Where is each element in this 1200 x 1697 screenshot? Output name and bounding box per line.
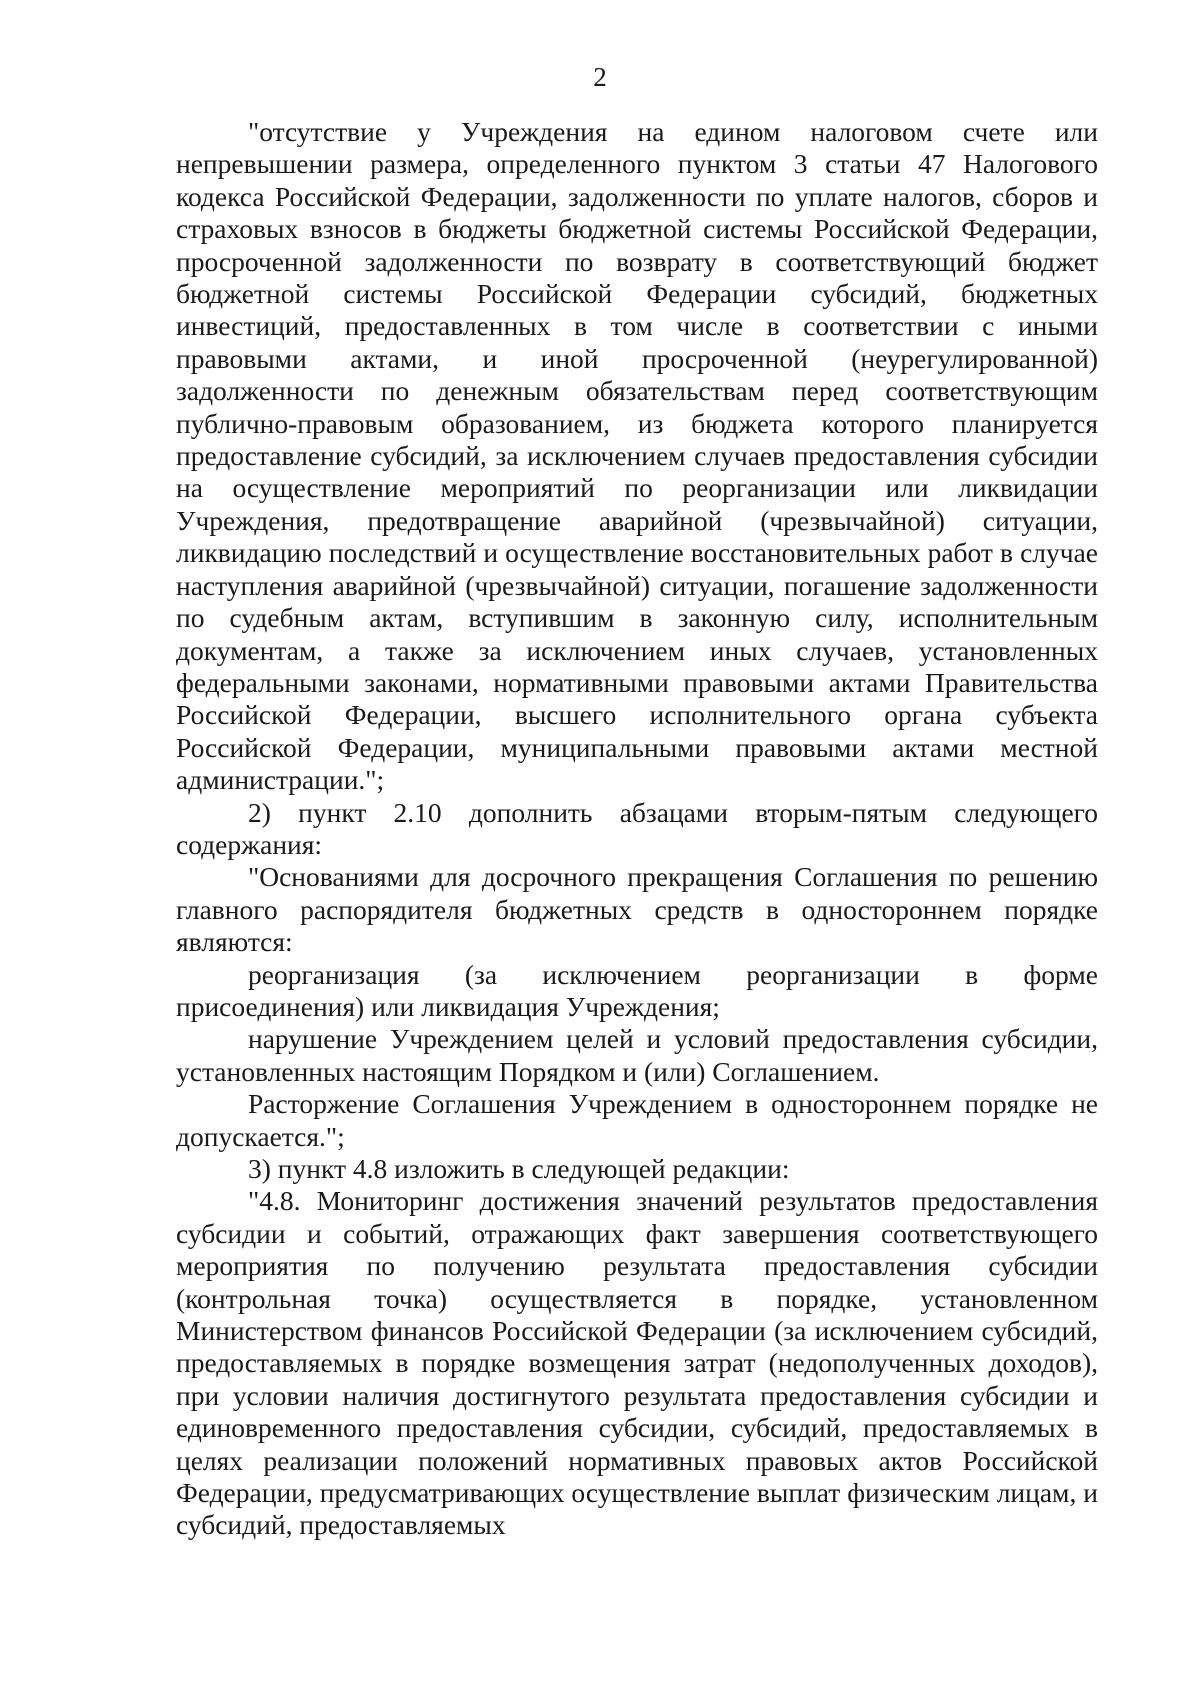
paragraph-reorganization: реорганизация (за исключением реорганизации в форме присоединения) или ликвидация Учреждения; <box>176 958 1098 1022</box>
paragraph-item-3: 3) пункт 4.8 изложить в следующей редакции: <box>248 1153 790 1184</box>
paragraph-monitoring: "4.8. Мониторинг достижения значений результатов предоставления субсидии и событий, отражающих факт завершения соответствующего мероприятия по получению результата предоставления субсидии (контрольная точка) осуществляется в порядке, установленном Министерством финансов Российской Федерации (за исключением субсидий, предоставляемых в порядке возмещения затрат (недополученных доходов), при условии наличия достигнутого результата предоставления субсидии и единовременного предоставления субсидии, субсидий, предоставляемых в целях реализации положений нормативных правовых актов Российской Федерации, предусматривающих осуществление выплат физическим лицам, и субсидий, предоставляемых <box>176 1185 1098 1541</box>
paragraph-violation: нарушение Учреждением целей и условий предоставления субсидии, установленных настоящим Порядком и (или) Соглашением. <box>176 1023 1098 1087</box>
paragraph-item-2: 2) пункт 2.10 дополнить абзацами вторым-пятым следующего содержания: <box>176 796 1098 860</box>
page-number: 2 <box>593 62 607 92</box>
paragraph-termination-grounds: "Основаниями для досрочного прекращения Соглашения по решению главного распорядителя бюджетных средств в одностороннем порядке являются: <box>176 861 1098 958</box>
document-body <box>176 116 1098 1542</box>
paragraph-debt-absence: "отсутствие у Учреждения на едином налоговом счете или непревышении размера, определенного пунктом 3 статьи 47 Налогового кодекса Российской Федерации, задолженности по уплате налогов, сборов и страховых взносов в бюджеты бюджетной системы Российской Федерации, просроченной задолженности по возврату в соответствующий бюджет бюджетной системы Российской Федерации субсидий, бюджетных инвестиций, предоставленных в том числе в соответствии с иными правовыми актами, и иной просроченной (неурегулированной) задолженности по денежным обязательствам перед соответствующим публично-правовым образованием, из бюджета которого планируется предоставление субсидий, за исключением случаев предоставления субсидии на осуществление мероприятий по реорганизации или ликвидации Учреждения, предотвращение аварийной (чрезвычайной) ситуации, ликвидацию последствий и осуществление восстановительных работ в случае наступления аварийной (чрезвычайной) ситуации, погашение задолженности по судебным актам, вступившим в законную силу, исполнительным документам, а также за исключением иных случаев, установленных федеральными законами, нормативными правовыми актами Правительства Российской Федерации, высшего исполнительного органа субъекта Российской Федерации, муниципальными правовыми актами местной администрации."; <box>176 116 1098 796</box>
paragraph-unilateral-termination: Расторжение Соглашения Учреждением в одностороннем порядке не допускается."; <box>176 1088 1098 1152</box>
